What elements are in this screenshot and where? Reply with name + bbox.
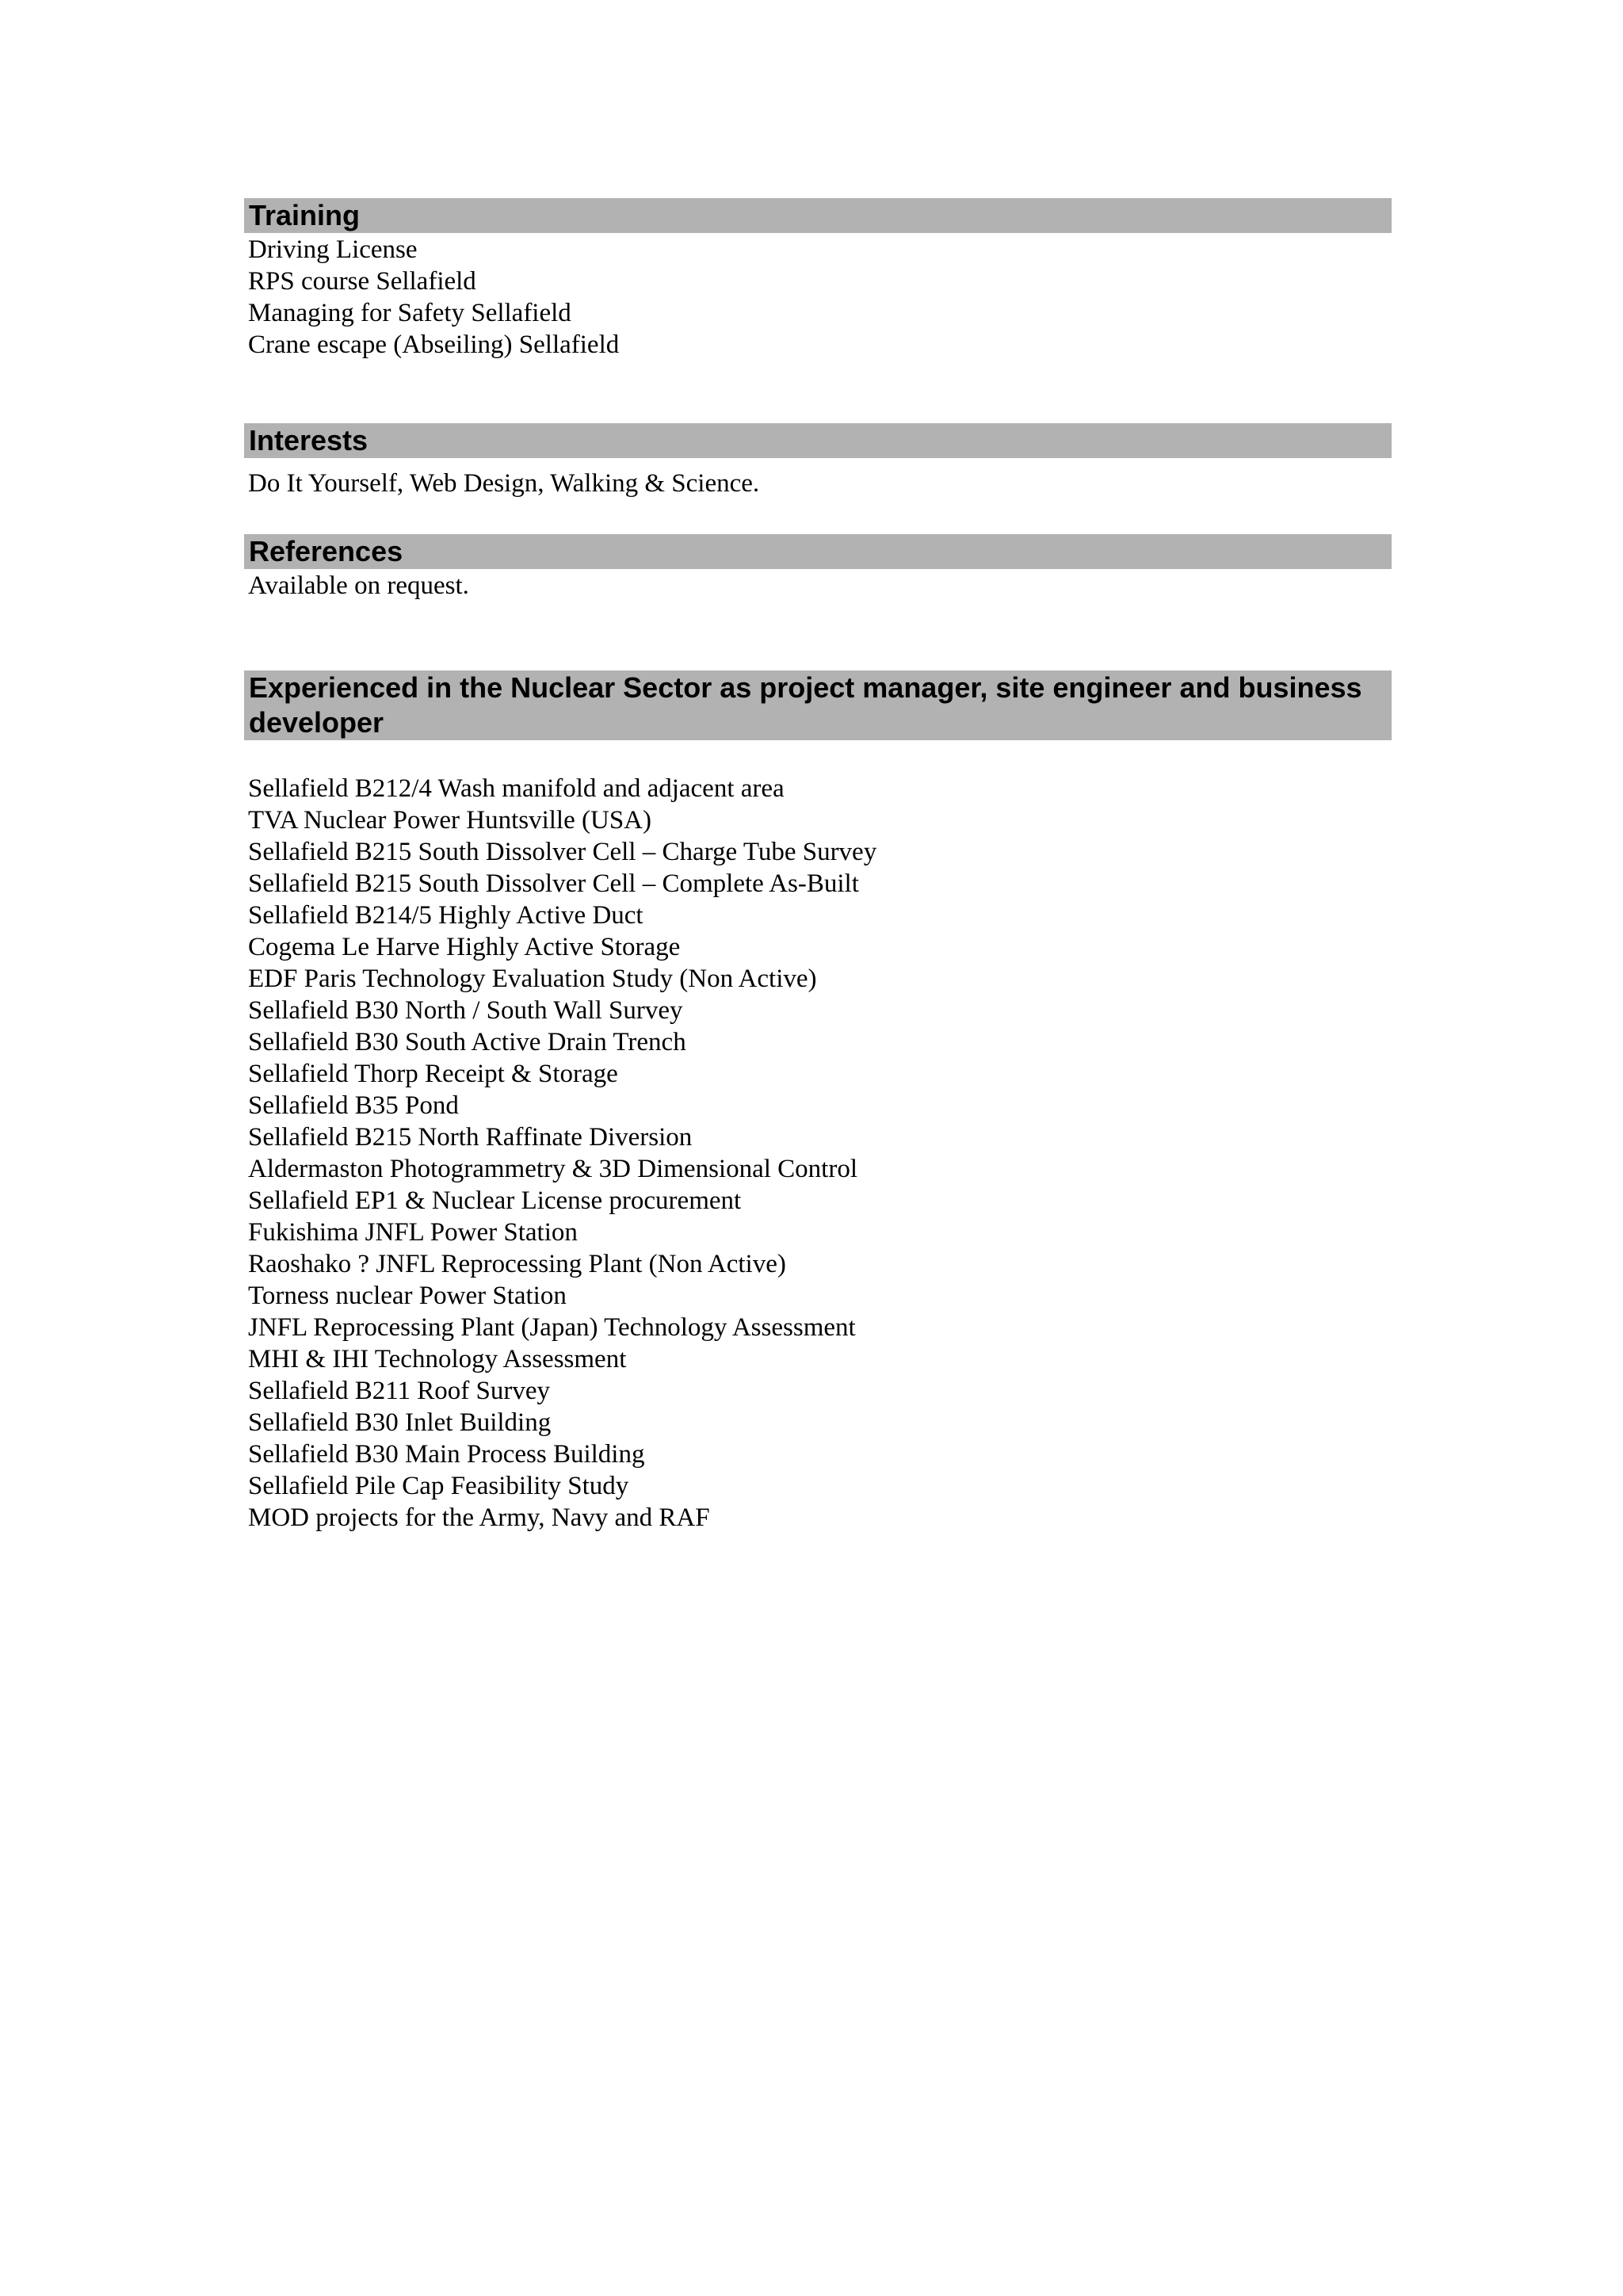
training-item: Crane escape (Abseiling) Sellafield [248,330,620,359]
experience-item: Torness nuclear Power Station [248,1282,567,1310]
training-list [248,234,619,361]
experience-item: Cogema Le Harve Highly Active Storage [248,933,681,961]
training-heading: Training [244,198,1392,233]
experience-item: Sellafield EP1 & Nuclear License procurement [248,1186,742,1215]
experience-item: Sellafield B215 North Raffinate Diversion [248,1123,693,1152]
experience-item: Sellafield B212/4 Wash manifold and adjacent area [248,774,785,803]
experience-item: TVA Nuclear Power Huntsville (USA) [248,806,651,835]
experience-item: MHI & IHI Technology Assessment [248,1345,627,1373]
training-item: RPS course Sellafield [248,267,476,296]
experience-item: Sellafield B211 Roof Survey [248,1377,550,1405]
references-text: Available on request. [248,571,469,600]
experience-item: JNFL Reprocessing Plant (Japan) Technology Assessment [248,1313,856,1342]
experience-item: Sellafield B215 South Dissolver Cell – Charge Tube Survey [248,838,877,866]
experience-item: Raoshako ? JNFL Reprocessing Plant (Non Active) [248,1250,786,1278]
experience-item: Sellafield B35 Pond [248,1091,459,1120]
experience-item: EDF Paris Technology Evaluation Study (Non Active) [248,965,817,993]
experience-item: Sellafield B30 North / South Wall Survey [248,996,683,1025]
interests-heading: Interests [244,423,1392,458]
training-item: Driving License [248,235,418,264]
experience-item: Sellafield B30 South Active Drain Trench [248,1028,686,1056]
experience-heading: Experienced in the Nuclear Sector as project manager, site engineer and business developer [244,670,1392,740]
experience-item: Sellafield Thorp Receipt & Storage [248,1060,618,1088]
experience-item: MOD projects for the Army, Navy and RAF [248,1503,710,1532]
experience-item: Sellafield B214/5 Highly Active Duct [248,901,643,930]
interests-text: Do It Yourself, Web Design, Walking & Science. [248,469,760,498]
references-heading: References [244,534,1392,569]
experience-item: Sellafield B30 Inlet Building [248,1408,552,1437]
experience-list [248,773,876,1534]
experience-item: Sellafield Pile Cap Feasibility Study [248,1472,629,1500]
experience-item: Sellafield B215 South Dissolver Cell – Complete As-Built [248,869,859,898]
experience-item: Aldermaston Photogrammetry & 3D Dimensional Control [248,1155,857,1183]
training-item: Managing for Safety Sellafield [248,299,571,327]
experience-item: Sellafield B30 Main Process Building [248,1440,645,1469]
experience-item: Fukishima JNFL Power Station [248,1218,578,1247]
